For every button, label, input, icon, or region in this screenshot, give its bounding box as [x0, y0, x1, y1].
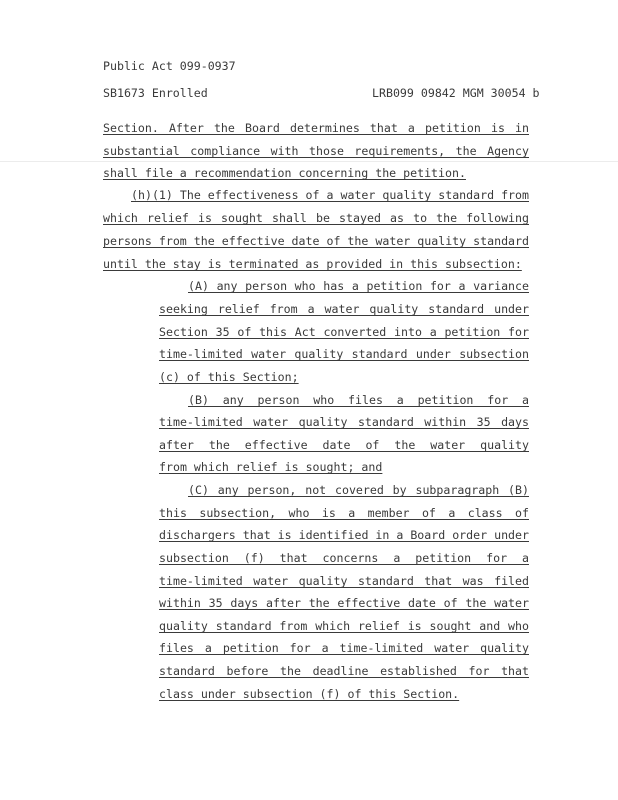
- text-line: (A) any person who has a petition for a variance: [188, 279, 529, 293]
- text-line: after the effective date of the water quality: [159, 438, 529, 452]
- text-line: class under subsection (f) of this Section.: [159, 687, 460, 701]
- text-line: time-limited water quality standard within 35 days: [159, 415, 529, 429]
- text-line: persons from the effective date of the water quality standard: [103, 234, 529, 248]
- text-line: files a petition for a time-limited water quality: [159, 641, 529, 655]
- text-line: time-limited water quality standard under subsection: [159, 347, 529, 361]
- text-line: which relief is sought shall be stayed as to the following: [103, 211, 529, 225]
- text-line: Section. After the Board determines that a petition is in: [103, 121, 529, 135]
- text-line: Section 35 of this Act converted into a petition for: [159, 325, 529, 339]
- text-line: (C) any person, not covered by subparagraph (B): [188, 483, 529, 497]
- text-line: shall file a recommendation concerning the petition.: [103, 166, 466, 180]
- text-line: until the stay is terminated as provided in this subsection:: [103, 257, 522, 271]
- public-act-title: Public Act 099-0937: [103, 59, 236, 73]
- page-divider: [0, 161, 618, 162]
- text-line: this subsection, who is a member of a class of: [159, 506, 529, 520]
- text-line: (h)(1) The effectiveness of a water quality standard from: [131, 188, 529, 202]
- text-line: (B) any person who files a petition for a: [188, 393, 529, 407]
- text-line: seeking relief from a water quality standard under: [159, 302, 529, 316]
- text-line: quality standard from which relief is sought and who: [159, 619, 529, 633]
- text-line: substantial compliance with those requirements, the Agency: [103, 144, 529, 158]
- text-line: time-limited water quality standard that was filed: [159, 574, 529, 588]
- text-line: subsection (f) that concerns a petition for a: [159, 551, 529, 565]
- text-line: standard before the deadline established for that: [159, 664, 529, 678]
- text-line: dischargers that is identified in a Board order under: [159, 528, 529, 542]
- lrb-number: LRB099 09842 MGM 30054 b: [372, 86, 540, 100]
- text-line: (c) of this Section;: [159, 370, 299, 384]
- bill-status: SB1673 Enrolled: [103, 86, 208, 100]
- text-line: within 35 days after the effective date of the water: [159, 596, 529, 610]
- text-line: from which relief is sought; and: [159, 460, 383, 474]
